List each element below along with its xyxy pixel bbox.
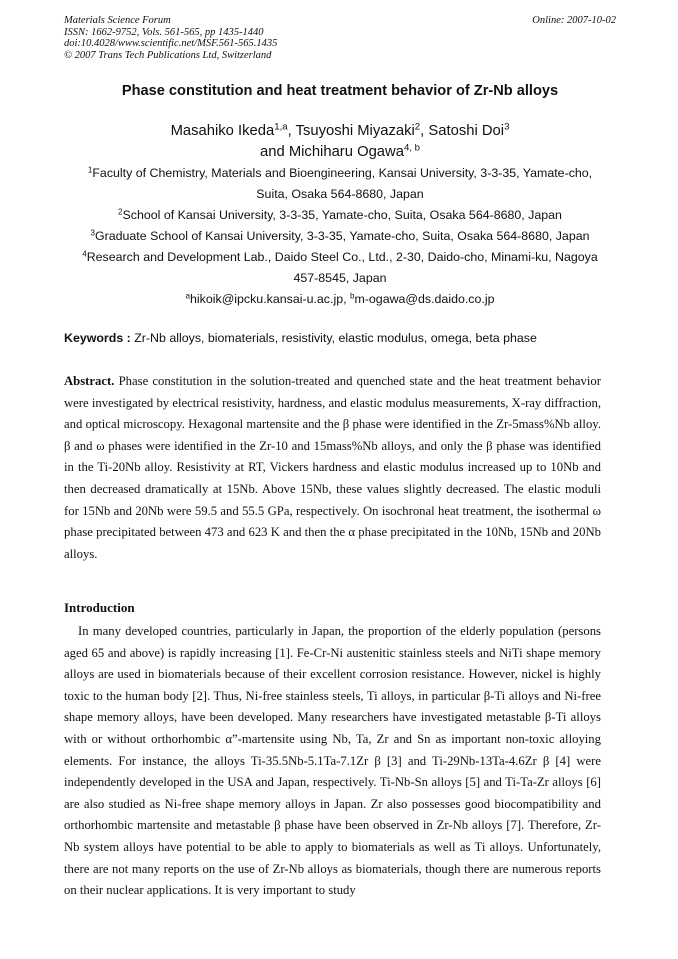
author-list [64,121,616,163]
affiliation-text: Faculty of Chemistry, Materials and Bioengineering, Kansai University, 3-3-35, Yamate-cho, [92,166,593,180]
paper-title: Phase constitution and heat treatment behavior of Zr-Nb alloys [121,83,559,99]
keywords [64,331,616,345]
author-name: Tsuyoshi Miyazaki [295,123,415,139]
abstract-label: Abstract. [64,374,115,388]
issn-line: ISSN: 1662-9752, Vols. 561-565, pp 1435-1440 [64,26,264,38]
author-line-1 [64,121,616,142]
author-name: Michiharu Ogawa [288,144,404,160]
copyright-line: © 2007 Trans Tech Publications Ltd, Switzerland [64,49,272,61]
email-address: m-ogawa@ds.daido.co.jp [354,292,495,306]
author-name: Satoshi Doi [428,123,505,139]
affiliation-continued: 457-8545, Japan [293,271,387,285]
author-separator: , [420,123,429,139]
affiliation-sup: 1 [87,165,93,175]
affiliation [64,247,616,268]
email-sup: b [349,291,355,301]
author-and: and [260,144,289,160]
affiliation-continued: Suita, Osaka 564-8680, Japan [256,187,424,201]
email-address: hikoik@ipcku.kansai-u.ac.jp, [190,292,350,306]
affiliation-text: Research and Development Lab., Daido Steel Co., Ltd., 2-30, Daido-cho, Minami-ku, Nagoya [86,250,598,264]
author-affil-sup: 1,a [274,121,288,133]
keywords-text: Zr-Nb alloys, biomaterials, resistivity, elastic modulus, omega, beta phase [134,331,537,345]
author-line-2 [64,142,616,163]
affiliation-sup: 2 [118,207,123,217]
doi-line: doi:10.4028/www.scientific.net/MSF.561-565.1435 [64,38,278,49]
affiliation [64,163,616,184]
online-date: Online: 2007-10-02 [532,15,616,26]
affiliation [64,226,616,247]
affiliation [64,205,616,226]
keywords-label: Keywords : [64,331,135,345]
affiliation-sup: 4 [82,249,87,259]
author-separator: , [287,123,296,139]
introduction-heading: Introduction [64,600,135,615]
affiliation-text: School of Kansai University, 3-3-35, Yamate-cho, Suita, Osaka 564-8680, Japan [122,208,562,222]
introduction-text: In many developed countries, particularly in Japan, the proportion of the elderly population (persons aged 65 and above) is rapidly increasing [1]. Fe-Cr-Ni austenitic stainless steels and NiTi shape memory alloys are used in biomaterials because of their excellent corrosion resistance. However, nickel is highly toxic to the human body [2]. Thus, Ni-free stainless steels, Ti alloys, in particular β-Ti alloys and Ni-free shape memory alloys, have been developed. Many researchers have investigated metastable β-Ti alloys with or without orthorhombic α”-martensite using Nb, Ta, Zr and Sn as important non-toxic alloying elements. For instance, the alloys Ti-35.5Nb-5.1Ta-7.1Zr β [3] and Ti-29Nb-13Ta-4.6Zr β [4] were independently developed in the USA and Japan, respectively. Ti-Nb-Sn alloys [5] and Ti-Ta-Zr alloys [6] are also studied as Ni-free shape memory alloys in Japan. Zr also possesses good biocompatibility and orthorhombic martensite and metastable β phase have been observed in Zr-Nb alloys [7]. Therefore, Zr-Nb system alloys have potential to be able to apply to biomaterials as well as Ti alloys. Unfortunately, there are not many reports on the use of Zr-Nb alloys as biomaterials, though there are numerous reports on their nuclear applications. It is very important to study [64,624,601,898]
author-name: Masahiko Ikeda [170,123,275,139]
abstract-text: Phase constitution in the solution-treated and quenched state and the heat treatment behavior were investigated by electrical resistivity, hardness, and elastic modulus measurements, X-ray diffraction, and optical microscopy. Hexagonal martensite and the β phase were identified in the Zr-5mass%Nb alloy. β and ω phases were identified in the Zr-10 and 15mass%Nb alloys, and only the β phase was identified in the Ti-20Nb alloy. Resistivity at RT, Vickers hardness and elastic modulus increased up to 10Nb and then decreased dramatically at 15Nb. Above 15Nb, these values slightly decreased. The elastic moduli for 15Nb and 20Nb were 59.5 and 55.5 GPa, respectively. On isochronal heat treatment, the isothermal ω phase precipitated between 473 and 623 K and then the α phase precipitated in the 10Nb, 15Nb and 20Nb alloys. [64,374,601,561]
email-line [64,289,616,310]
author-affil-sup: 4, b [403,142,420,154]
affiliation-text: Graduate School of Kansai University, 3-3-35, Yamate-cho, Suita, Osaka 564-8680, Japan [94,229,590,243]
author-affil-sup: 3 [504,121,510,133]
journal-name: Materials Science Forum [64,15,171,26]
author-affil-sup: 2 [414,121,421,133]
journal-header [64,15,616,61]
abstract [64,371,601,565]
email-sup: a [185,291,191,301]
affiliation-list [64,163,616,310]
affiliation-sup: 3 [90,228,95,238]
